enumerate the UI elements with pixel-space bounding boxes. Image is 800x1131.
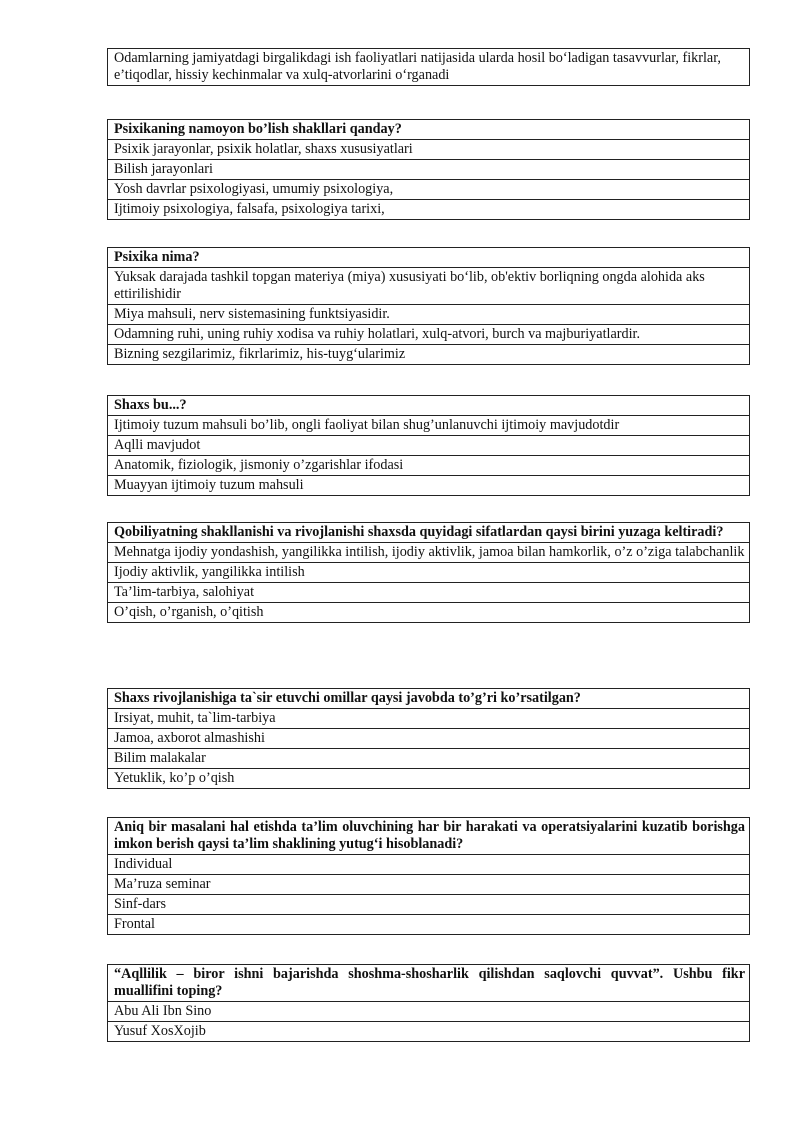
- question-block-2: [107, 247, 750, 365]
- answer-option: Ta’lim-tarbiya, salohiyat: [108, 583, 750, 603]
- answer-option: Ijodiy aktivlik, yangilikka intilish: [108, 563, 750, 583]
- question-text: Qobiliyatning shakllanishi va rivojlanishi shaxsda quyidagi sifatlardan qaysi birini yuzaga keltiradi?: [108, 523, 750, 543]
- answer-option: Odamning ruhi, uning ruhiy xodisa va ruhiy holatlari, xulq-atvori, burch va majburiyatlardir.: [108, 325, 750, 345]
- answer-option: Odamlarning jamiyatdagi birgalikdagi ish faoliyatlari natijasida ularda hosil bo‘ladigan tasavvurlar, fikrlar, e’tiqodlar, hissiy kechinmalar va xulq-atvorlarini o‘rganadi: [108, 49, 750, 86]
- question-text: Psixikaning namoyon bo’lish shakllari qanday?: [108, 120, 750, 140]
- question-block-5: [107, 688, 750, 789]
- answer-option: Muayyan ijtimoiy tuzum mahsuli: [108, 476, 750, 496]
- question-block-6: [107, 817, 750, 935]
- question-text: Shaxs bu...?: [108, 396, 750, 416]
- answer-option: Aqlli mavjudot: [108, 436, 750, 456]
- answer-option: Frontal: [108, 915, 750, 935]
- question-text: “Aqllilik – biror ishni bajarishda shoshma-shosharlik qilishdan saqlovchi quvvat”. Ushbu fikr muallifini toping?: [108, 965, 750, 1002]
- answer-option: Yetuklik, ko’p o’qish: [108, 769, 750, 789]
- answer-option: Ijtimoiy psixologiya, falsafa, psixologiya tarixi,: [108, 200, 750, 220]
- question-text: Psixika nima?: [108, 248, 750, 268]
- question-text: Aniq bir masalani hal etishda ta’lim oluvchining har bir harakati va operatsiyalarini kuzatib borishga imkon berish qaysi ta’lim shaklining yutug‘i hisoblanadi?: [108, 818, 750, 855]
- answer-option: Bilish jarayonlari: [108, 160, 750, 180]
- question-block-7: [107, 964, 750, 1042]
- question-text: Shaxs rivojlanishiga ta`sir etuvchi omillar qaysi javobda to’g’ri ko’rsatilgan?: [108, 689, 750, 709]
- question-block-0: [107, 48, 750, 86]
- answer-option: Miya mahsuli, nerv sistemasining funktsiyasidir.: [108, 305, 750, 325]
- answer-option: Yuksak darajada tashkil topgan materiya (miya) xususiyati bo‘lib, ob'ektiv borliqning ongda alohida aks ettirilishidir: [108, 268, 750, 305]
- answer-option: Yosh davrlar psixologiyasi, umumiy psixologiya,: [108, 180, 750, 200]
- answer-option: Psixik jarayonlar, psixik holatlar, shaxs xususiyatlari: [108, 140, 750, 160]
- answer-option: Individual: [108, 855, 750, 875]
- answer-option: Ma’ruza seminar: [108, 875, 750, 895]
- question-block-1: [107, 119, 750, 220]
- answer-option: O’qish, o’rganish, o’qitish: [108, 603, 750, 623]
- question-block-3: [107, 395, 750, 496]
- answer-option: Mehnatga ijodiy yondashish, yangilikka intilish, ijodiy aktivlik, jamoa bilan hamkorlik, o’z o’ziga talabchanlik: [108, 543, 750, 563]
- answer-option: Irsiyat, muhit, ta`lim-tarbiya: [108, 709, 750, 729]
- answer-option: Jamoa, axborot almashishi: [108, 729, 750, 749]
- answer-option: Bizning sezgilarimiz, fikrlarimiz, his-tuyg‘ularimiz: [108, 345, 750, 365]
- answer-option: Abu Ali Ibn Sino: [108, 1002, 750, 1022]
- answer-option: Yusuf XosXojib: [108, 1022, 750, 1042]
- question-block-4: [107, 522, 750, 623]
- answer-option: Sinf-dars: [108, 895, 750, 915]
- answer-option: Ijtimoiy tuzum mahsuli bo’lib, ongli faoliyat bilan shug’unlanuvchi ijtimoiy mavjudotdir: [108, 416, 750, 436]
- answer-option: Anatomik, fiziologik, jismoniy o’zgarishlar ifodasi: [108, 456, 750, 476]
- answer-option: Bilim malakalar: [108, 749, 750, 769]
